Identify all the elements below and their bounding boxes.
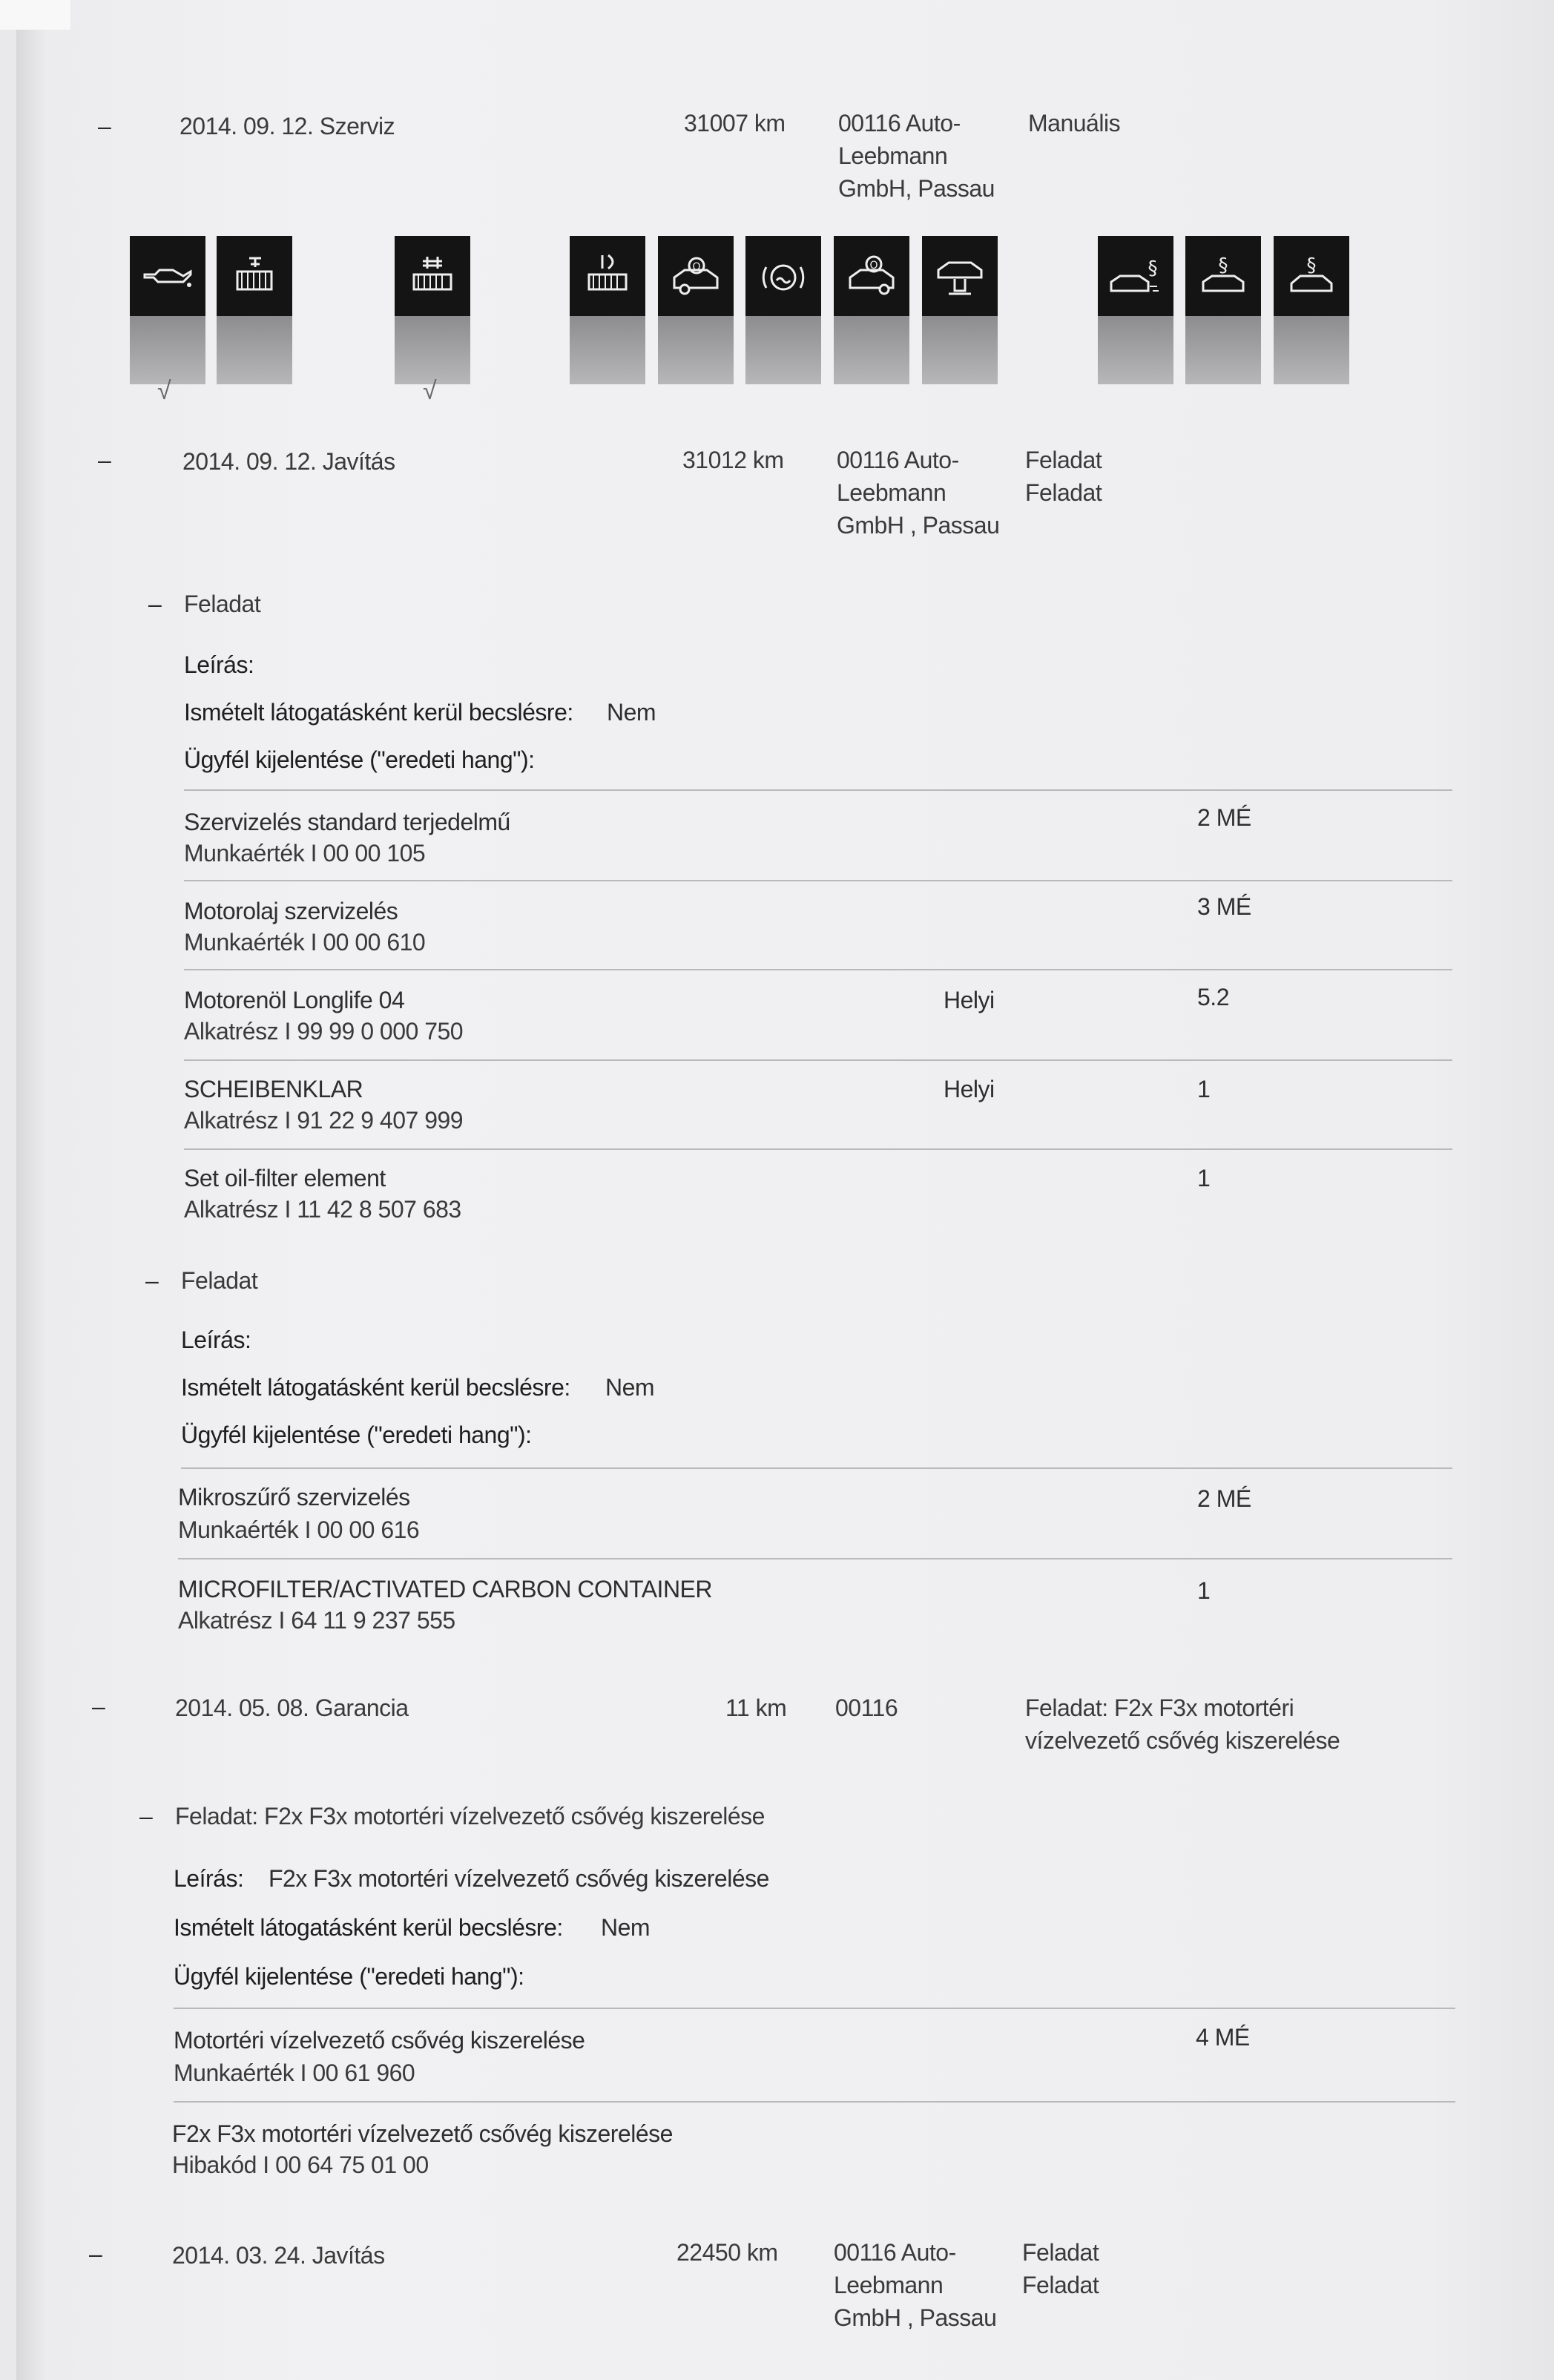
item-code: Alkatrész I 11 42 8 507 683 bbox=[184, 1196, 461, 1223]
repeat-visit-value: Nem bbox=[607, 699, 656, 726]
item-title: F2x F3x motortéri vízelvezető csővég kiszerelése bbox=[172, 2120, 673, 2147]
entry-dash: – bbox=[98, 113, 111, 139]
customer-statement-label: Ügyfél kijelentése ("eredeti hang"): bbox=[181, 1421, 532, 1448]
item-location: Helyi bbox=[944, 987, 995, 1013]
entry-km: 31012 km bbox=[682, 447, 784, 473]
entry-type: Feladat: F2x F3x motortéri bbox=[1025, 1694, 1294, 1721]
entry-type: Feladat bbox=[1025, 447, 1102, 473]
repeat-visit-value: Nem bbox=[601, 1914, 651, 1941]
entry-dash: – bbox=[92, 1693, 105, 1720]
entry-dealer: GmbH , Passau bbox=[837, 512, 1000, 539]
item-code: Hibakód I 00 64 75 01 00 bbox=[172, 2151, 429, 2178]
brake-rear-icon bbox=[834, 236, 909, 384]
customer-statement-label: Ügyfél kijelentése ("eredeti hang"): bbox=[174, 1963, 524, 1990]
item-title: Szervizelés standard terjedelmű bbox=[184, 809, 510, 835]
item-qty: 1 bbox=[1197, 1577, 1211, 1604]
repeat-visit-label: Ismételt látogatásként kerül becslésre: bbox=[184, 699, 573, 726]
svg-text:O: O bbox=[692, 261, 701, 273]
entry-type: Feladat bbox=[1022, 2272, 1099, 2298]
entry-type: Feladat bbox=[1022, 2239, 1099, 2266]
item-title: Set oil-filter element bbox=[184, 1165, 386, 1191]
item-qty: 4 MÉ bbox=[1196, 2024, 1250, 2051]
entry-dealer: Leebmann bbox=[838, 142, 948, 169]
entry-type: vízelvezető csővég kiszerelése bbox=[1025, 1727, 1340, 1754]
svg-text:O: O bbox=[869, 260, 878, 272]
page-fold bbox=[0, 0, 70, 30]
item-title: Motortéri vízelvezető csővég kiszerelése bbox=[174, 2027, 585, 2054]
entry-km: 22450 km bbox=[676, 2239, 778, 2266]
microfilter-icon bbox=[395, 236, 470, 384]
item-title: Motorenöl Longlife 04 bbox=[184, 987, 405, 1013]
item-qty: 3 MÉ bbox=[1197, 893, 1251, 920]
item-qty: 2 MÉ bbox=[1197, 1485, 1251, 1512]
entry-date: 2014. 09. 12. Javítás bbox=[182, 448, 395, 475]
entry-dealer: Leebmann bbox=[834, 2272, 944, 2298]
entry-date: 2014. 03. 24. Javítás bbox=[172, 2242, 385, 2269]
item-qty: 1 bbox=[1197, 1076, 1211, 1102]
divider bbox=[174, 2008, 1455, 2009]
item-title: MICROFILTER/ACTIVATED CARBON CONTAINER bbox=[178, 1576, 712, 1602]
task-heading: Feladat bbox=[184, 591, 261, 617]
entry-dealer: 00116 Auto- bbox=[834, 2239, 956, 2266]
divider bbox=[184, 1148, 1452, 1150]
entry-dealer: Leebmann bbox=[837, 479, 946, 506]
item-code: Munkaérték I 00 00 616 bbox=[178, 1516, 420, 1543]
task-heading: Feladat: F2x F3x motortéri vízelvezető csővég kiszerelése bbox=[175, 1803, 765, 1830]
item-code: Munkaérték I 00 00 610 bbox=[184, 929, 426, 956]
repeat-visit-label: Ismételt látogatásként kerül becslésre: bbox=[174, 1914, 563, 1941]
task-dash: – bbox=[139, 1803, 153, 1830]
fuel-filter-icon bbox=[570, 236, 645, 384]
item-code: Alkatrész I 64 11 9 237 555 bbox=[178, 1607, 455, 1634]
oil-filter-icon bbox=[217, 236, 292, 384]
emission-inspection-icon bbox=[1098, 236, 1173, 384]
entry-dealer: 00116 Auto- bbox=[837, 447, 959, 473]
repeat-visit-value: Nem bbox=[605, 1374, 655, 1401]
divider bbox=[178, 1558, 1452, 1559]
item-location: Helyi bbox=[944, 1076, 995, 1102]
entry-dealer: 00116 bbox=[835, 1694, 898, 1721]
item-title: SCHEIBENKLAR bbox=[184, 1076, 363, 1102]
entry-type: Manuális bbox=[1028, 110, 1121, 137]
entry-date: 2014. 09. 12. Szerviz bbox=[180, 113, 395, 139]
svg-text:§: § bbox=[1306, 254, 1317, 277]
engine-oil-icon bbox=[130, 236, 205, 384]
description-value: F2x F3x motortéri vízelvezető csővég kiszerelése bbox=[269, 1865, 769, 1892]
item-code: Munkaérték I 00 00 105 bbox=[184, 840, 426, 867]
svg-text:§: § bbox=[1218, 254, 1228, 277]
item-qty: 1 bbox=[1197, 1165, 1211, 1191]
check-mark: √ bbox=[423, 377, 437, 405]
entry-dealer: GmbH , Passau bbox=[834, 2304, 997, 2331]
repeat-visit-label: Ismételt látogatásként kerül becslésre: bbox=[181, 1374, 570, 1401]
item-qty: 2 MÉ bbox=[1197, 804, 1251, 831]
customer-statement-label: Ügyfél kijelentése ("eredeti hang"): bbox=[184, 746, 535, 773]
legal-inspection-icon bbox=[1185, 236, 1261, 384]
divider bbox=[181, 1467, 1452, 1469]
entry-type: Feladat bbox=[1025, 479, 1102, 506]
divider bbox=[174, 2101, 1455, 2103]
divider bbox=[184, 880, 1452, 881]
brake-front-icon bbox=[658, 236, 734, 384]
entry-dash: – bbox=[89, 2241, 102, 2267]
item-qty: 5.2 bbox=[1197, 984, 1229, 1010]
entry-dash: – bbox=[98, 447, 111, 473]
entry-dealer: GmbH, Passau bbox=[838, 175, 995, 202]
description-label: Leírás: bbox=[174, 1865, 244, 1892]
item-title: Motorolaj szervizelés bbox=[184, 898, 398, 924]
svg-text:§: § bbox=[1148, 257, 1158, 280]
divider bbox=[184, 789, 1452, 791]
item-title: Mikroszűrő szervizelés bbox=[178, 1484, 410, 1510]
description-label: Leírás: bbox=[184, 651, 254, 678]
legal-inspection-car-icon bbox=[1274, 236, 1349, 384]
divider bbox=[184, 1059, 1452, 1061]
task-heading: Feladat bbox=[181, 1267, 258, 1294]
check-mark: √ bbox=[157, 377, 171, 405]
brake-fluid-icon bbox=[745, 236, 821, 384]
item-code: Alkatrész I 99 99 0 000 750 bbox=[184, 1018, 464, 1045]
item-code: Alkatrész I 91 22 9 407 999 bbox=[184, 1107, 464, 1134]
task-dash: – bbox=[148, 591, 162, 617]
item-code: Munkaérték I 00 61 960 bbox=[174, 2060, 415, 2086]
vehicle-check-icon bbox=[922, 236, 998, 384]
entry-date: 2014. 05. 08. Garancia bbox=[175, 1694, 409, 1721]
description-label: Leírás: bbox=[181, 1327, 251, 1353]
entry-km: 11 km bbox=[725, 1694, 787, 1721]
entry-dealer: 00116 Auto- bbox=[838, 110, 961, 137]
entry-km: 31007 km bbox=[684, 110, 786, 137]
task-dash: – bbox=[145, 1267, 159, 1294]
divider bbox=[184, 969, 1452, 970]
